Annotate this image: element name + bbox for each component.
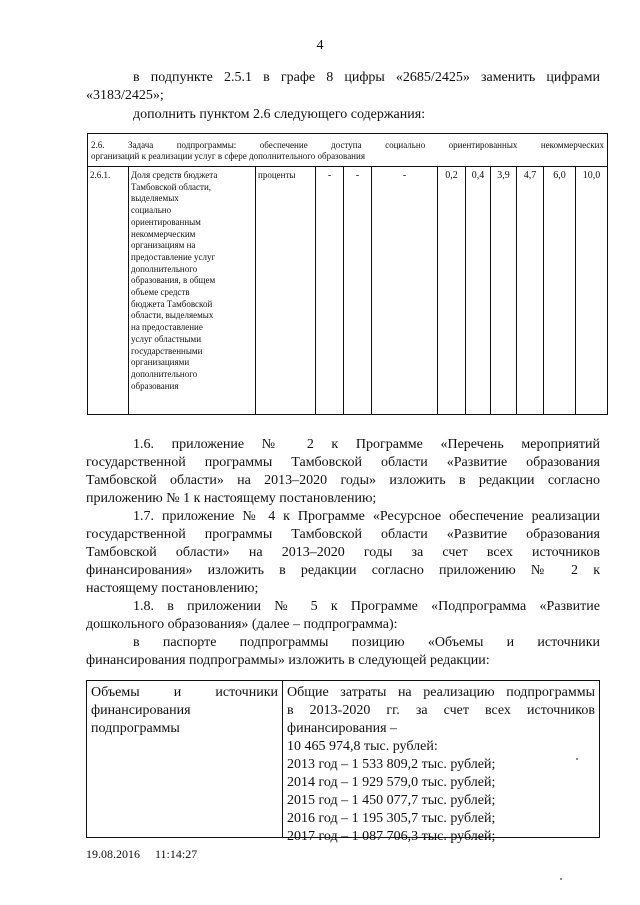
- value: 10,0: [582, 170, 601, 181]
- description-line: государственными: [131, 345, 203, 356]
- value: 6,0: [553, 170, 566, 181]
- indicator-table: [87, 133, 608, 415]
- value: 0,2: [445, 170, 458, 181]
- value: -: [355, 170, 360, 181]
- value: -: [402, 170, 407, 181]
- value: 4,7: [523, 170, 537, 181]
- description-line: объеме средств: [131, 287, 190, 298]
- para-1-7-line: Тамбовской области» на 2013–2020 годы за счет всех источников: [86, 545, 600, 560]
- passport-value-line: в 2013-2020 гг. за счет всех источников: [287, 703, 595, 718]
- footer-date: 19.08.2016: [86, 847, 140, 861]
- description-line: дополнительного: [131, 263, 198, 274]
- description-cell: [129, 167, 256, 414]
- para-1-8-line: в паспорте подпрограммы позицию «Объемы и источники: [133, 635, 600, 650]
- description-line: ориентированным: [131, 216, 201, 227]
- value-cell: [491, 167, 517, 414]
- description-line: организациям на: [131, 240, 196, 251]
- para-1-8-line: финансирования подпрограммы» изложить в следующей редакции:: [86, 653, 490, 668]
- page-number: 4: [316, 38, 324, 53]
- para-1-7-line: финансирования» изложить в редакции согласно приложению № 2 к: [86, 563, 600, 578]
- description-line: организациями: [131, 357, 190, 368]
- value-cell: [438, 167, 466, 414]
- description-line: некоммерческим: [131, 228, 196, 239]
- para-1-6-line: Тамбовской области» на 2013–2020 годы» изложить в редакции согласно: [86, 473, 600, 488]
- passport-label-cell: [87, 681, 283, 837]
- passport-label-line: финансирования: [91, 703, 191, 718]
- para-1-8-line: 1.8. в приложении № 5 к Программе «Подпрограмма «Развитие: [133, 599, 600, 614]
- description-line: услуг областными: [131, 333, 202, 344]
- description-line: области, выделяемых: [131, 310, 214, 321]
- para-1-7-line: 1.7. приложение № 4 к Программе «Ресурсное обеспечение реализации: [133, 509, 600, 524]
- indicator-table-header: [88, 134, 607, 167]
- intro-line-1: в подпункте 2.5.1 в графе 8 цифры «2685/2425» заменить цифрами: [133, 70, 600, 85]
- scan-speck: [576, 758, 578, 760]
- passport-value-line: 2014 год – 1 929 579,0 тыс. рублей;: [287, 775, 496, 790]
- para-1-7-line: настоящему постановлению;: [86, 581, 259, 596]
- description-line: бюджета Тамбовской: [131, 298, 213, 309]
- passport-table: [86, 680, 600, 844]
- passport-value-line: 2013 год – 1 533 809,2 тыс. рублей;: [287, 757, 496, 772]
- passport-label-line: Объемы и источники: [91, 685, 278, 700]
- para-1-8-line: дошкольного образования» (далее – подпрограмма):: [86, 617, 398, 632]
- para-1-7-line: государственной программы Тамбовской области «Развитие образования: [86, 527, 600, 542]
- value: -: [327, 170, 332, 181]
- passport-value-cell: [283, 681, 599, 844]
- row-number: 2.6.1.: [90, 170, 111, 180]
- description-line: выделяемых: [131, 193, 179, 204]
- para-1-6-line: 1.6. приложение № 2 к Программе «Перечень мероприятий: [133, 437, 600, 452]
- row-number-cell: [88, 167, 129, 414]
- value-cell: [466, 167, 491, 414]
- header-line-1: 2.6. Задача подпрограммы: обеспечение доступа социально ориентированных некоммерческих: [91, 140, 604, 150]
- unit-cell: [256, 167, 316, 414]
- passport-value-line: финансирования –: [287, 721, 398, 736]
- description-line: дополнительного: [131, 368, 198, 379]
- value-cell: [316, 167, 344, 414]
- unit-label: проценты: [258, 170, 296, 180]
- footer-time: 11:14:27: [155, 847, 198, 861]
- para-1-6-line: государственной программы Тамбовской области «Развитие образования: [86, 455, 600, 470]
- passport-value-line: 2015 год – 1 450 077,7 тыс. рублей;: [287, 793, 496, 808]
- passport-value-line: Общие затраты на реализацию подпрограммы: [287, 685, 595, 700]
- description-line: образования, в общем: [131, 275, 216, 286]
- value-cell: [344, 167, 372, 414]
- description-line: социально: [131, 205, 172, 216]
- value-cell: [372, 167, 438, 414]
- footer-timestamp: [86, 847, 209, 862]
- scan-speck: [560, 878, 562, 880]
- value: 3,9: [497, 170, 510, 181]
- intro-line-3: дополнить пунктом 2.6 следующего содержания:: [133, 107, 426, 122]
- passport-label-line: подпрограммы: [91, 721, 180, 736]
- header-line-2: организаций к реализации услуг в сфере дополнительного образования: [91, 151, 365, 161]
- passport-value-line: 10 465 974,8 тыс. рублей:: [287, 739, 438, 754]
- value-cell: [576, 167, 607, 414]
- para-1-6-line: приложению № 1 к настоящему постановлению;: [86, 491, 377, 506]
- passport-value-line: 2016 год – 1 195 305,7 тыс. рублей;: [287, 811, 496, 826]
- description-line: образования: [131, 380, 179, 391]
- value: 0,4: [471, 170, 485, 181]
- description-line: Доля средств бюджета: [131, 170, 218, 180]
- table-row: [88, 167, 607, 414]
- value-cell: [517, 167, 544, 414]
- value-cell: [544, 167, 576, 414]
- description-line: предоставление услуг: [131, 251, 216, 262]
- description-line: Тамбовской области,: [131, 181, 212, 192]
- intro-line-2: «3183/2425»;: [86, 88, 164, 103]
- passport-value-line: 2017 год – 1 087 706,3 тыс. рублей;: [287, 829, 496, 844]
- description-line: на предоставление: [131, 322, 203, 333]
